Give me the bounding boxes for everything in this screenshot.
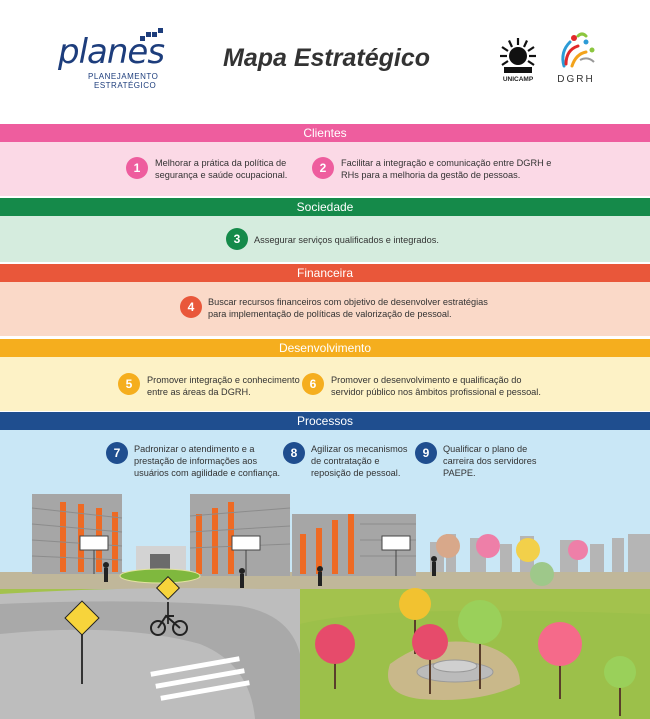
- dgrh-logo-text: DGRH: [557, 74, 595, 85]
- unicamp-logo: [496, 36, 540, 86]
- objective-number-3: 3: [226, 228, 248, 250]
- objective-number-8: 8: [283, 442, 305, 464]
- dgrh-logo: [552, 28, 600, 86]
- objective-text-6: Promover o desenvolvimento e qualificação do servidor público nos âmbitos profissional e pessoal.: [331, 375, 541, 397]
- perspective-title-processos: Processos: [0, 412, 650, 430]
- objective-text-9: Qualificar o plano de carreira dos servidores PAEPE.: [443, 444, 537, 478]
- objective-text-1: Melhorar a prática da política de segurança e saúde ocupacional.: [155, 158, 288, 180]
- objective-text-2: Facilitar a integração e comunicação entre DGRH e RHs para a melhoria da gestão de pessoas.: [341, 158, 552, 180]
- objective-number-7: 7: [106, 442, 128, 464]
- perspective-body-clientes: [0, 142, 650, 196]
- header: [0, 0, 650, 118]
- unicamp-emblem-icon: [496, 36, 540, 76]
- objective-number-2: 2: [312, 157, 334, 179]
- perspective-title-desenvolvimento: Desenvolvimento: [0, 339, 650, 357]
- objective-number-6: 6: [302, 373, 324, 395]
- objective-number-5: 5: [118, 373, 140, 395]
- planes-logo-subtitle-1: PLANEJAMENTO: [88, 72, 159, 81]
- objective-text-8: Agilizar os mecanismos de contratação e reposição de pessoal.: [311, 444, 408, 478]
- left-building: [32, 494, 122, 574]
- perspective-body-financeira: [0, 282, 650, 336]
- unicamp-logo-text: UNICAMP: [502, 76, 534, 83]
- objective-text-3: Assegurar serviços qualificados e integrados.: [254, 235, 439, 245]
- objective-number-4: 4: [180, 296, 202, 318]
- planes-logo: [58, 28, 168, 88]
- middle-building: [190, 494, 290, 576]
- perspective-body-sociedade: [0, 216, 650, 262]
- page-title: Mapa Estratégico: [223, 44, 431, 72]
- planes-logo-text: planes: [58, 32, 165, 72]
- perspective-body-desenvolvimento: [0, 357, 650, 411]
- objective-text-7: Padronizar o atendimento e a prestação de informações aos usuários com agilidade e confiança.: [134, 444, 281, 478]
- objective-text-4: Buscar recursos financeiros com objetivo de desenvolver estratégias para implementação de políticas de valorização de pessoal.: [208, 297, 488, 319]
- objective-text-5: Promover integração e conhecimento entre as áreas da DGRH.: [147, 375, 300, 397]
- objective-number-9: 9: [415, 442, 437, 464]
- perspective-title-financeira: Financeira: [0, 264, 650, 282]
- perspective-title-sociedade: Sociedade: [0, 198, 650, 216]
- campus-scene-illustration: [0, 494, 650, 719]
- dgrh-emblem-icon: [552, 28, 600, 72]
- planes-logo-subtitle-2: ESTRATÉGICO: [94, 81, 157, 90]
- objective-number-1: 1: [126, 157, 148, 179]
- perspective-title-clientes: Clientes: [0, 124, 650, 142]
